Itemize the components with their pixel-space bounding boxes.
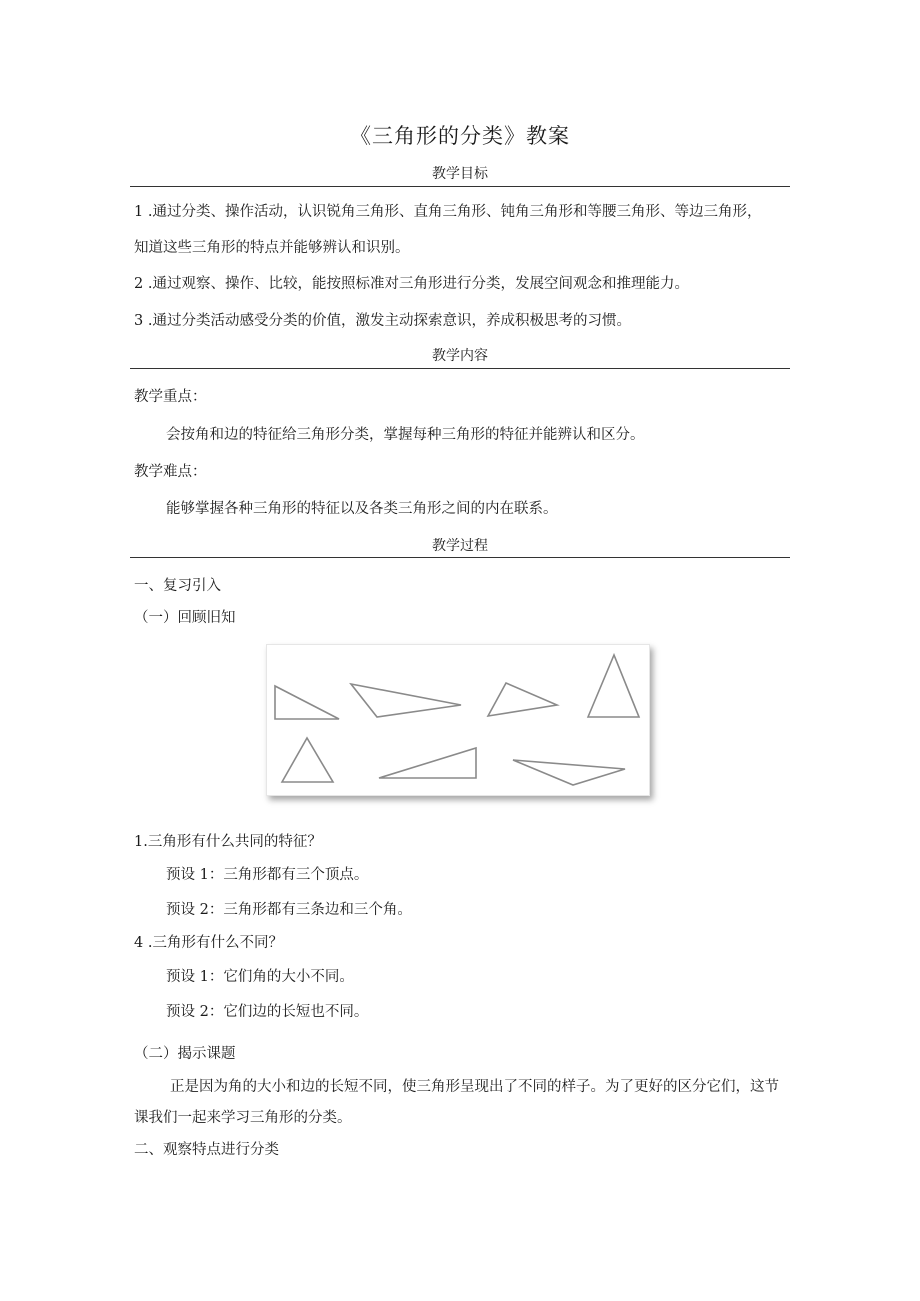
reveal-paragraph-line-2: 课我们一起来学习三角形的分类。 bbox=[134, 1110, 352, 1126]
triangle-acute-1 bbox=[488, 683, 557, 716]
section-heading-process: 教学过程 bbox=[432, 538, 488, 554]
triangle-obtuse-1 bbox=[351, 684, 461, 717]
objective-line-1-cont: 知道这些三角形的特点并能够辨认和识别。 bbox=[134, 240, 410, 256]
key-point-label: 教学重点： bbox=[134, 389, 207, 405]
objective-line-1: 1 .通过分类、操作活动，认识锐角三角形、直角三角形、钝角三角形和等腰三角形、等边三角形， bbox=[134, 204, 762, 220]
triangle-obtuse-2 bbox=[513, 760, 625, 785]
part-1-sub-1: （一）回顾旧知 bbox=[134, 610, 236, 626]
triangle-isosceles-1 bbox=[588, 655, 639, 717]
part-2-heading: 二、观察特点进行分类 bbox=[134, 1142, 279, 1158]
question-2-answer-2: 预设 2：它们边的长短也不同。 bbox=[166, 1004, 369, 1020]
question-1-answer-1: 预设 1：三角形都有三个顶点。 bbox=[166, 867, 369, 883]
question-1: 1.三角形有什么共同的特征？ bbox=[134, 834, 322, 850]
divider bbox=[130, 368, 790, 369]
key-point-text: 会按角和边的特征给三角形分类，掌握每种三角形的特征并能辨认和区分。 bbox=[166, 427, 645, 443]
reveal-paragraph-line-1: 正是因为角的大小和边的长短不同，使三角形呈现出了不同的样子。为了更好的区分它们，这节 bbox=[170, 1079, 779, 1095]
part-1-heading: 一、复习引入 bbox=[134, 578, 221, 594]
question-2: 4 .三角形有什么不同？ bbox=[134, 935, 283, 951]
triangle-equilateral-1 bbox=[282, 738, 333, 782]
triangles-illustration bbox=[267, 645, 649, 795]
divider bbox=[130, 557, 790, 558]
question-1-answer-2: 预设 2：三角形都有三条边和三个角。 bbox=[166, 902, 412, 918]
objective-line-3: 3 .通过分类活动感受分类的价值，激发主动探索意识，养成积极思考的习惯。 bbox=[134, 313, 631, 329]
triangle-right-2 bbox=[379, 748, 476, 778]
section-heading-content: 教学内容 bbox=[432, 348, 488, 364]
section-heading-objectives: 教学目标 bbox=[432, 166, 488, 182]
objective-line-2: 2 .通过观察、操作、比较，能按照标准对三角形进行分类，发展空间观念和推理能力。 bbox=[134, 276, 689, 292]
divider bbox=[130, 186, 790, 187]
triangle-right-1 bbox=[275, 686, 339, 719]
triangles-figure bbox=[266, 644, 650, 796]
difficult-point-text: 能够掌握各种三角形的特征以及各类三角形之间的内在联系。 bbox=[166, 501, 558, 517]
part-1-sub-2: （二）揭示课题 bbox=[134, 1046, 236, 1062]
difficult-point-label: 教学难点： bbox=[134, 464, 207, 480]
question-2-answer-1: 预设 1：它们角的大小不同。 bbox=[166, 969, 354, 985]
document-title: 《三角形的分类》教案 bbox=[350, 124, 570, 148]
